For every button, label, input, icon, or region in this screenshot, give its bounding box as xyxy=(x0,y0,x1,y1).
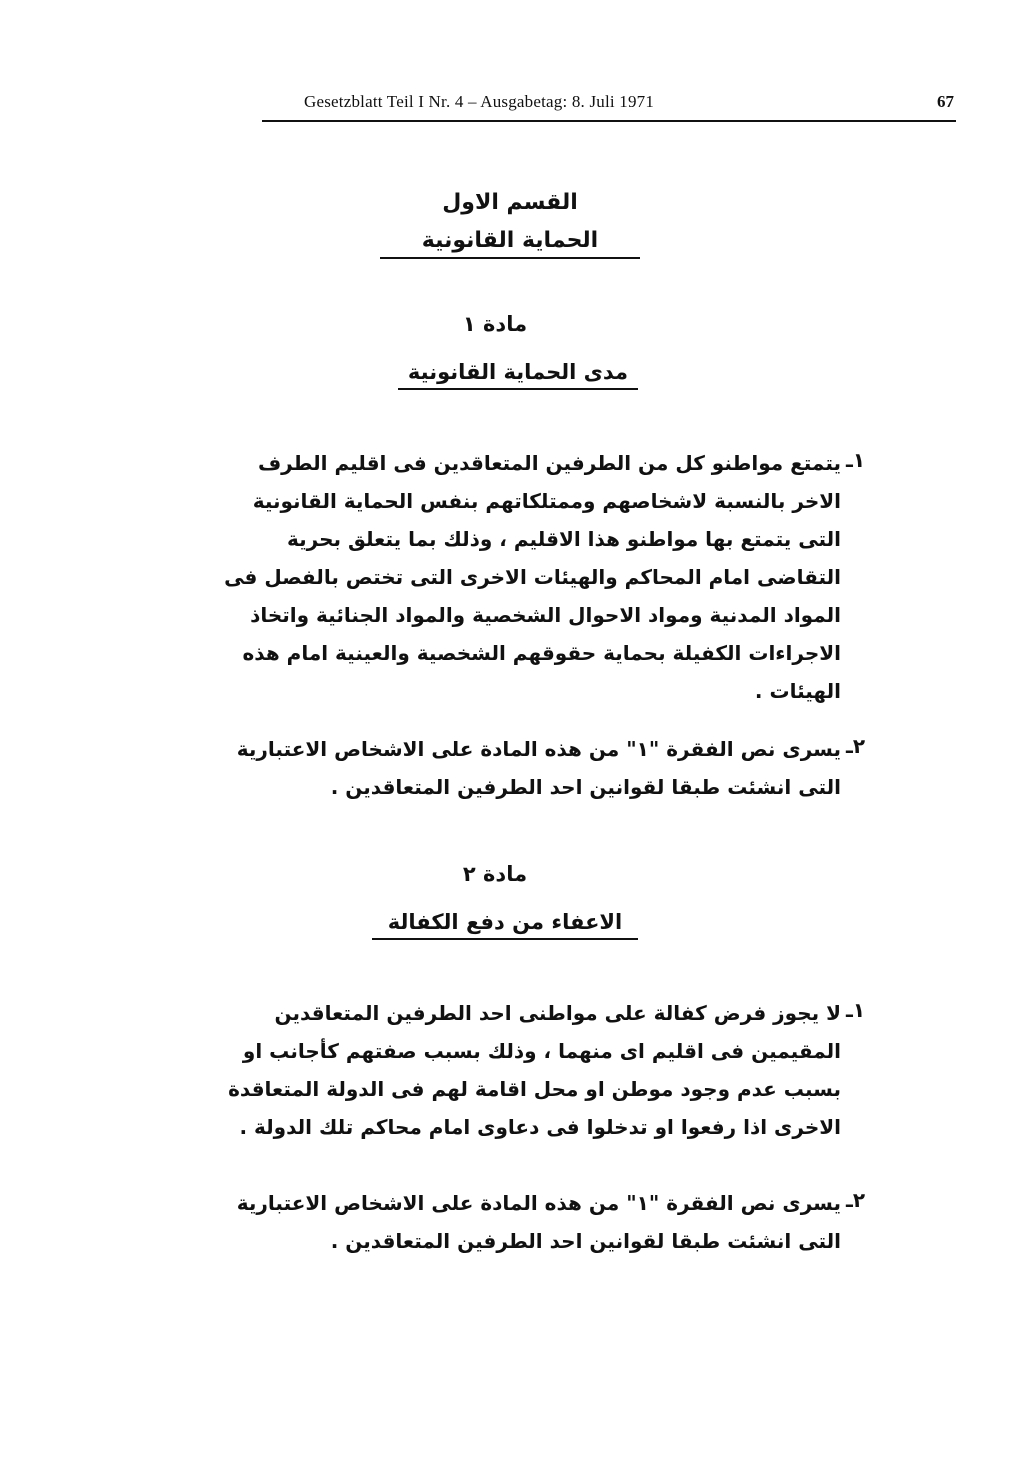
part-subtitle: الحماية القانونية xyxy=(380,228,640,259)
article-1-paragraph-1-number: ١ـ xyxy=(846,448,866,472)
article-1-title: مادة ١ xyxy=(462,312,528,336)
article-2-paragraph-1-number: ١ـ xyxy=(846,998,866,1022)
article-2-paragraph-2-text: يسرى نص الفقرة "١" من هذه المادة على الاشخاص الاعتبارية التى انشئت طبقا لقوانين احد الطرفين المتعاقدين . xyxy=(236,1191,841,1253)
article-2-heading: الاعفاء من دفع الكفالة xyxy=(372,910,638,940)
article-2-title: مادة ٢ xyxy=(462,862,528,886)
page-number: 67 xyxy=(937,92,954,111)
part-title: القسم الاول xyxy=(442,190,578,215)
header-title: Gesetzblatt Teil I Nr. 4 – Ausgabetag: 8. Juli 1971 xyxy=(304,92,655,111)
article-2-paragraph-1-text: لا يجوز فرض كفالة على مواطنى احد الطرفين المتعاقدين المقيمين فى اقليم اى منهما ، وذلك بسبب صفتهم كأجانب او بسبب عدم وجود موطن او محل اقامة لهم فى الدولة المتعاقدة الاخرى اذا رفعوا او تدخلوا فى دعاوى امام محاكم تلك الدولة . xyxy=(228,1001,841,1139)
article-1-paragraph-1-text: يتمتع مواطنو كل من الطرفين المتعاقدين فى اقليم الطرف الاخر بالنسبة لاشخاصهم وممتلكاتهم بنفس الحماية القانونية التى يتمتع بها مواطنو هذا الاقليم ، وذلك بما يتعلق بحرية التقاضى امام المحاكم والهيئات الاخرى التى تختص بالفصل فى المواد المدنية ومواد الاحوال الشخصية والمواد الجنائية واتخاذ الاجراءات الكفيلة بحماية حقوقهم الشخصية والعينية امام هذه الهيئات . xyxy=(224,451,841,703)
article-1-paragraph-2-number: ٢ـ xyxy=(846,734,866,758)
article-1-heading: مدى الحماية القانونية xyxy=(398,360,638,390)
article-2-paragraph-2-number: ٢ـ xyxy=(846,1188,866,1212)
article-1-paragraph-2-text: يسرى نص الفقرة "١" من هذه المادة على الاشخاص الاعتبارية التى انشئت طبقا لقوانين احد الطرفين المتعاقدين . xyxy=(236,737,841,799)
page-header xyxy=(262,88,956,122)
